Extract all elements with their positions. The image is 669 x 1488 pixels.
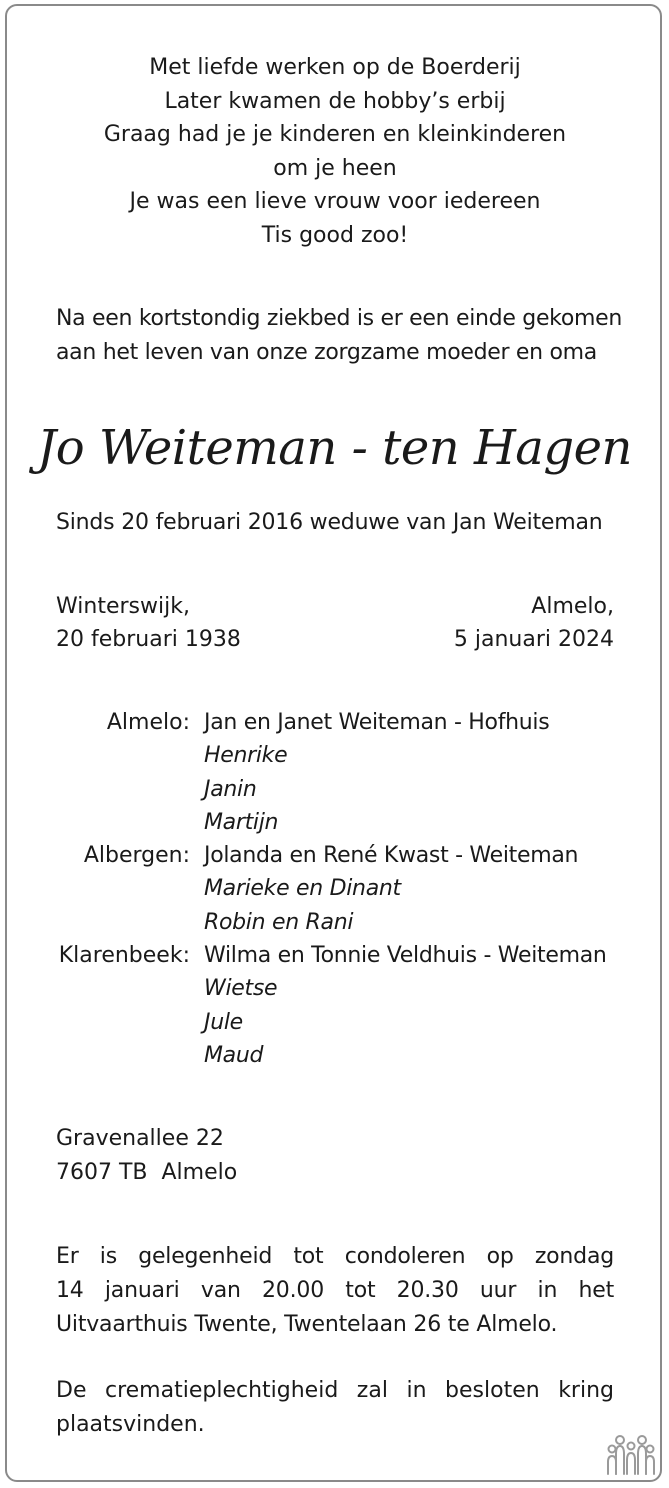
family-child: Robin en Rani bbox=[204, 909, 354, 935]
condolence-line: Uitvaarthuis Twente, Twentelaan 26 te Almelo. bbox=[56, 1312, 558, 1337]
intro-line: aan het leven van onze zorgzame moeder en oma bbox=[56, 340, 597, 365]
family-child: Janin bbox=[204, 776, 257, 802]
family-child: Wietse bbox=[204, 976, 278, 1002]
family-child: Marieke en Dinant bbox=[204, 876, 401, 902]
family-place: Albergen: bbox=[83, 843, 190, 869]
family-group bbox=[56, 839, 626, 939]
correspondence-address bbox=[56, 1122, 237, 1190]
family-group bbox=[56, 706, 626, 839]
family-members bbox=[204, 706, 549, 839]
family-parents: Jolanda en René Kwast - Weiteman bbox=[204, 843, 579, 869]
intro-line: Na een kortstondig ziekbed is er een einde gekomen bbox=[56, 306, 623, 331]
family-child: Henrike bbox=[204, 743, 288, 769]
condolence-line: Er is gelegenheid tot condoleren op zondag bbox=[56, 1244, 614, 1269]
poem-line: Later kwamen de hobby’s erbij bbox=[164, 88, 506, 114]
intro-text bbox=[56, 302, 626, 370]
birth-date: 20 februari 1938 bbox=[56, 627, 241, 652]
family-parents: Jan en Janet Weiteman - Hofhuis bbox=[204, 710, 550, 735]
birth-info bbox=[56, 590, 241, 656]
poem-line: Tis good zoo! bbox=[261, 222, 409, 248]
family-child: Maud bbox=[204, 1042, 264, 1068]
family-group bbox=[56, 939, 626, 1072]
family-list bbox=[56, 706, 626, 1072]
family-parents: Wilma en Tonnie Veldhuis - Weiteman bbox=[204, 943, 607, 969]
family-child: Jule bbox=[204, 1009, 243, 1035]
family-child: Martijn bbox=[204, 809, 279, 835]
family-members bbox=[204, 939, 607, 1072]
address-street: Gravenallee 22 bbox=[56, 1126, 224, 1151]
deceased-name: Jo Weiteman - ten Hagen bbox=[37, 420, 632, 476]
birth-place: Winterswijk, bbox=[56, 594, 190, 619]
poem-line: om je heen bbox=[273, 155, 397, 181]
death-place: Almelo, bbox=[531, 594, 614, 619]
condolence-line: 14 januari van 20.00 tot 20.30 uur in het bbox=[56, 1278, 614, 1303]
address-city: 7607 TB Almelo bbox=[56, 1160, 238, 1185]
poem-line: Met liefde werken op de Boerderij bbox=[149, 55, 521, 80]
cremation-line: plaatsvinden. bbox=[56, 1412, 205, 1437]
poem-line: Je was een lieve vrouw voor iedereen bbox=[129, 189, 541, 215]
condolence-info bbox=[56, 1240, 614, 1342]
cremation-line: De crematieplechtigheid zal in besloten kring bbox=[56, 1378, 614, 1403]
widow-line: Sinds 20 februari 2016 weduwe van Jan Weiteman bbox=[56, 510, 603, 535]
family-place: Klarenbeek: bbox=[58, 943, 190, 969]
poem-line: Graag had je je kinderen en kleinkinderen bbox=[103, 122, 567, 148]
death-info bbox=[454, 590, 614, 656]
family-members bbox=[204, 839, 578, 939]
poem bbox=[56, 51, 614, 253]
family-place: Almelo: bbox=[106, 710, 190, 735]
cremation-info bbox=[56, 1374, 614, 1442]
death-date: 5 januari 2024 bbox=[453, 627, 614, 652]
family-group-icon bbox=[606, 1432, 656, 1476]
